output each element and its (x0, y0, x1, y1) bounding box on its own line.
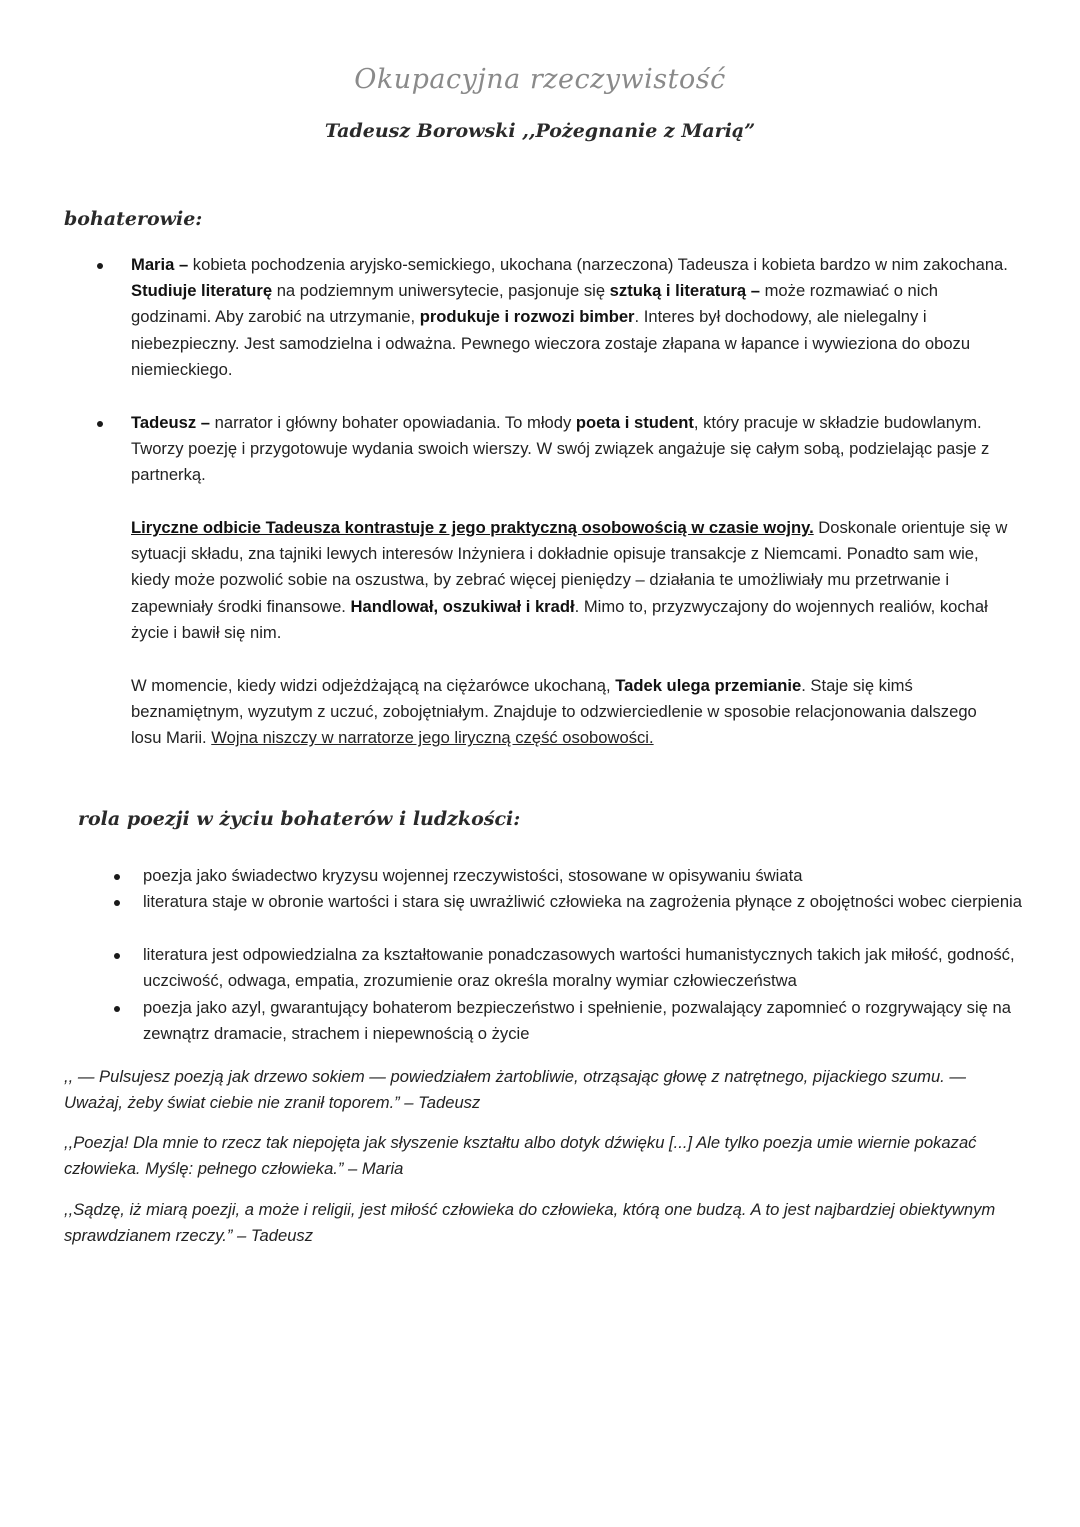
tadeusz-description (131, 410, 1011, 489)
bold-span: produkuje i rozwozi bimber (419, 307, 635, 327)
bullet-icon (114, 900, 120, 906)
text-span: może rozmawiać o nich godzinami. Aby zarobić na utrzymanie, (131, 281, 938, 327)
text-span: W momencie, kiedy widzi odjeżdżającą na ciężarówce ukochaną, (131, 676, 616, 695)
section-heading-heroes: bohaterowie: (64, 208, 203, 230)
quote: ,,Poezja! Dla mnie to rzecz tak niepojęta jak słyszenie kształtu albo dotyk dźwięku [...] Ale tylko poezja umie wiernie pokazać człowieka. Myślę: pełnego człowieka.” – Maria (64, 1133, 977, 1179)
quote: ,, — Pulsujesz poezją jak drzewo sokiem — powiedziałem żartobliwie, otrząsając głowę z natrętnego, pijackiego szumu. — Uważaj, żeby świat ciebie nie zranił toporem.” – Tadeusz (64, 1067, 967, 1113)
underlined-span: Wojna niszczy w narratorze jego liryczną część osobowości. (211, 728, 654, 748)
bold-span: Tadek ulega przemianie (615, 676, 802, 695)
bold-span: poeta i student (575, 413, 694, 432)
bullet-icon (97, 421, 103, 427)
tadeusz-transformation-paragraph (131, 673, 1011, 752)
list-item: poezja jako świadectwo kryzysu wojennej rzeczywistości, stosowane w opisywaniu świata (143, 866, 803, 885)
section-heading-poetry: rola poezji w życiu bohaterów i ludzkości: (78, 808, 521, 830)
page-subtitle: Tadeusz Borowski ,,Pożegnanie z Marią” (324, 120, 756, 142)
bold-span: Handlował, oszukiwał i kradł (350, 596, 575, 616)
list-item: literatura jest odpowiedzialna za kształtowanie ponadczasowych wartości humanistycznych takich jak miłość, godność, uczciwość, odwaga, empatia, zrozumienie oraz określa moralny wymiar człowieczeństwa (143, 945, 1015, 991)
bullet-icon (97, 263, 103, 269)
bullet-icon (114, 1006, 120, 1012)
text-span: na podziemnym uniwersytecie, pasjonuje się (272, 281, 610, 301)
text-span: , który pracuje w składzie budowlanym. Tworzy poezję i przygotowuje wydania swoich wierszy. W swój związek angażuje się całym sobą, podzielając pasje z partnerką. (131, 413, 990, 485)
text-span: Doskonale orientuje się w sytuacji składu, zna tajniki lewych interesów Inżyniera i dokładnie opisuje transakcje z Niemcami. Ponadto sam wie, kiedy może pozwolić sobie na oszustwa, by zebrać więcej pieniędzy – działania te umożliwiały mu przetrwanie i zapewniały środki finansowe. (131, 518, 1008, 616)
bold-span: sztuką i literaturą – (609, 281, 760, 301)
text-span: . Interes był dochodowy, ale nielegalny i niebezpieczny. Jest samodzielna i odważna. Pewnego wieczora zostaje złapana w łapance i wywieziona do obozu niemieckiego. (131, 307, 971, 379)
tadeusz-lyrical-paragraph (131, 515, 1021, 646)
text-span: . Staje się kimś beznamiętnym, wyzutym z uczuć, zobojętniałym. Znajduje to odzwierciedlenie w sposobie relacjonowania dalszego losu Marii. (131, 676, 977, 748)
page-title: Okupacyjna rzeczywistość (354, 64, 726, 95)
text-span: . Mimo to, przyzwyczajony do wojennych realiów, kochał życie i bawił się nim. (131, 596, 988, 642)
maria-description (131, 252, 1011, 383)
maria-name: Maria – (131, 255, 189, 274)
text-span: kobieta pochodzenia aryjsko-semickiego, ukochana (narzeczona) Tadeusza i kobieta bardzo w nim zakochana. (188, 255, 1008, 274)
quote: ,,Sądzę, iż miarą poezji, a może i religii, jest miłość człowieka do człowieka, którą one budzą. A to jest najbardziej obiektywnym sprawdzianem rzeczy.” – Tadeusz (64, 1200, 996, 1246)
bullet-icon (114, 874, 120, 880)
tadeusz-name: Tadeusz – (131, 413, 210, 432)
text-span: narrator i główny bohater opowiadania. To młody (210, 413, 576, 432)
underlined-bold-span: Liryczne odbicie Tadeusza kontrastuje z jego praktyczną osobowością w czasie wojny. (131, 518, 814, 537)
list-item: literatura staje w obronie wartości i stara się uwrażliwić człowieka na zagrożenia płynące z obojętności wobec cierpienia (143, 892, 1022, 911)
list-item: poezja jako azyl, gwarantujący bohaterom bezpieczeństwo i spełnienie, pozwalający zapomnieć o rozgrywający się na zewnątrz dramacie, strachem i niepewnością o życie (143, 998, 1011, 1044)
bold-span: Studiuje literaturę (131, 281, 273, 301)
bullet-icon (114, 953, 120, 959)
